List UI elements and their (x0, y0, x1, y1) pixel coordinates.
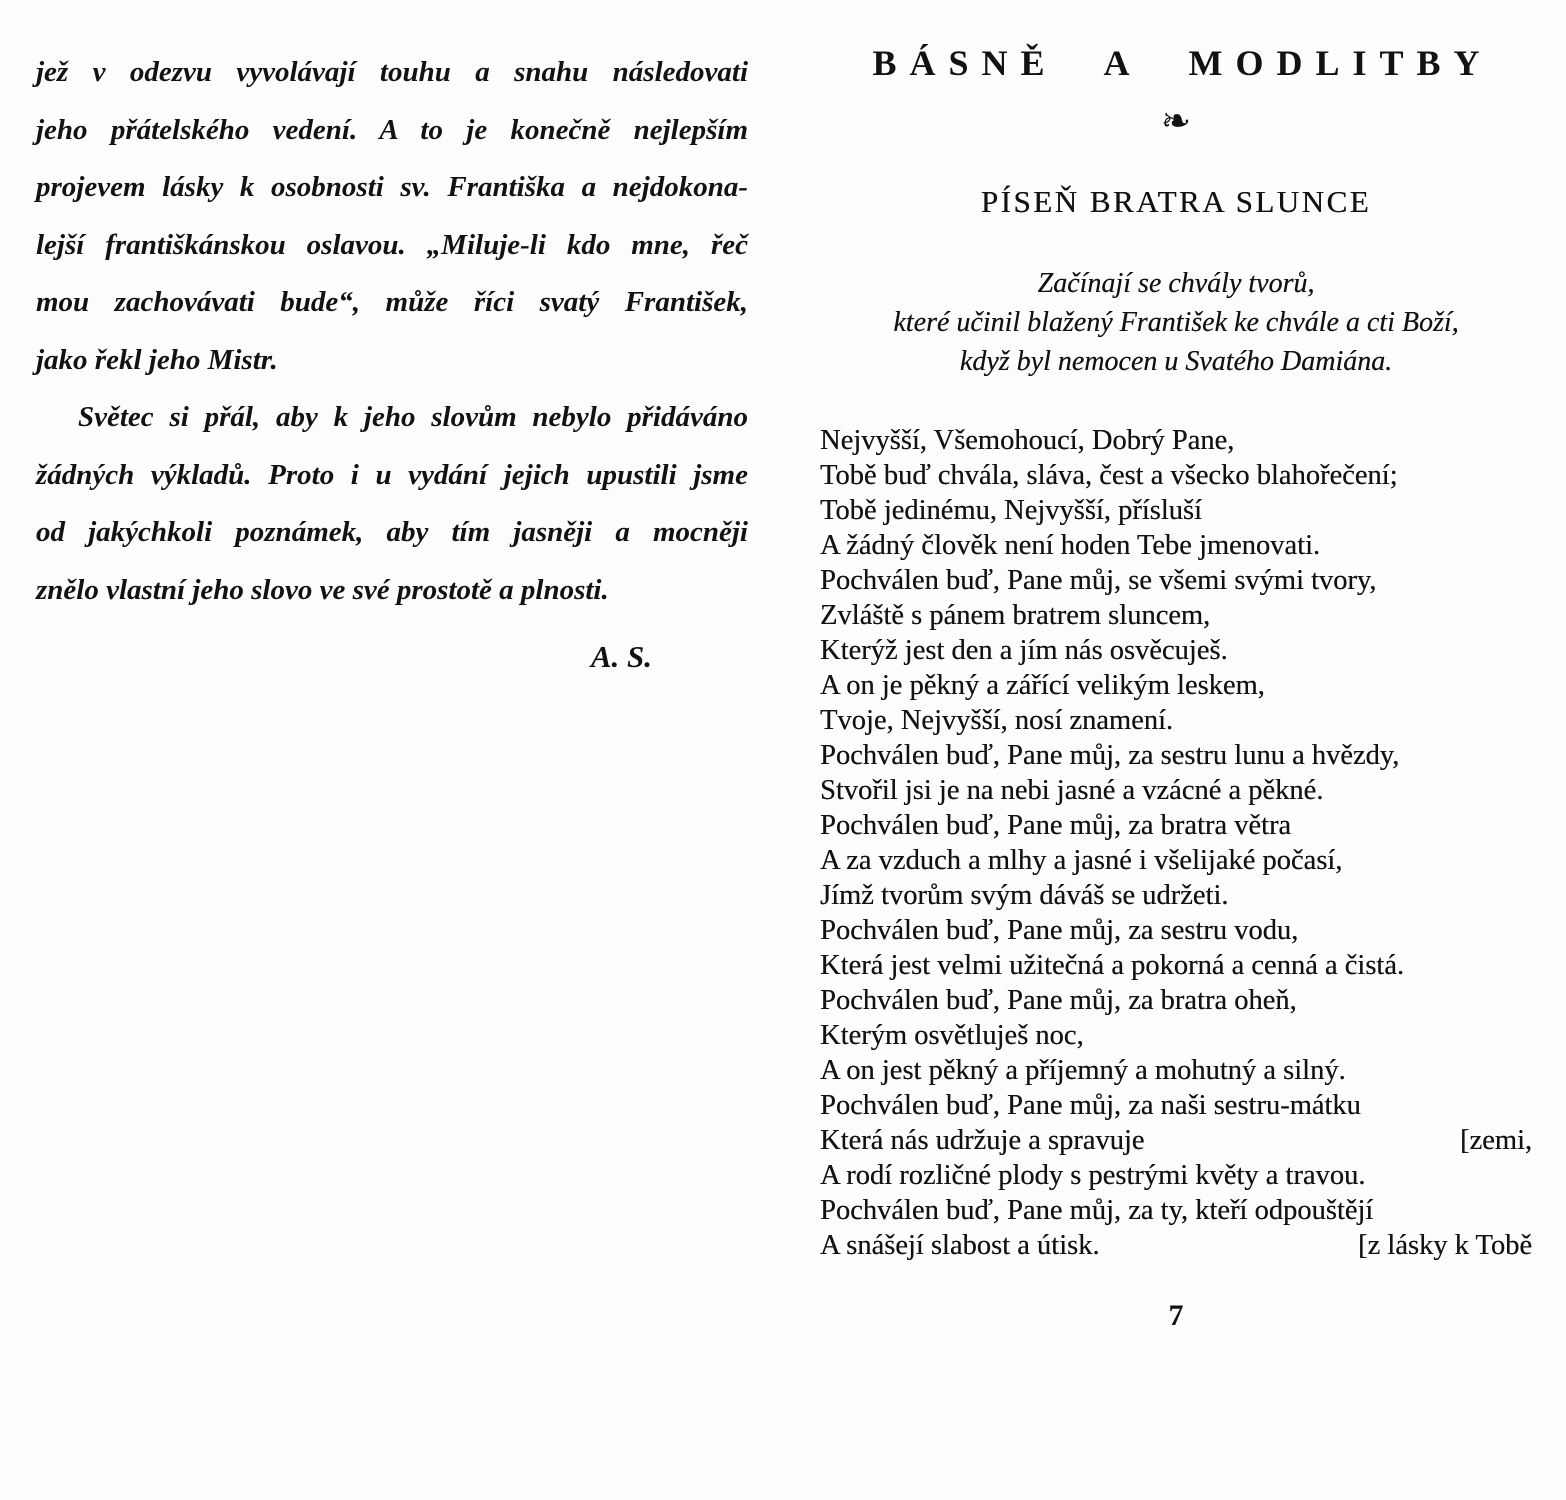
text-line: Pochválen buď, Pane můj, za sestru vodu, (820, 915, 1299, 946)
text-line: když byl nemocen u Svatého Damiána. (959, 346, 1393, 377)
text-line-turnover: [z lásky k Tobě (1358, 1230, 1532, 1261)
text-line: jako řekl jeho Mistr. (36, 343, 278, 376)
text-line: Kterým osvětluješ noc, (820, 1020, 1084, 1051)
text-line: Pochválen buď, Pane můj, za sestru lunu a hvězdy, (820, 740, 1400, 771)
poem-title: PÍSEŇ BRATRA SLUNCE (980, 184, 1372, 219)
right-page (820, 42, 1532, 1333)
text-line: Začínají se chvály tvorů, (1037, 268, 1315, 299)
text-line: Tobě buď chvála, sláva, čest a všecko blahořečení; (820, 460, 1398, 491)
text-line: A on je pěkný a zářící velikým leskem, (820, 670, 1265, 701)
fleuron-ornament-icon: ❧ (1160, 101, 1192, 141)
text-line: projevem lásky k osobnosti sv. Františka a nejdokona- (36, 171, 748, 203)
text-line: A rodí rozličné plody s pestrými květy a travou. (820, 1160, 1366, 1191)
text-line: žádných výkladů. Proto i u vydání jejich upustili jsme (36, 458, 748, 491)
text-line-turnover: [zemi, (1459, 1125, 1532, 1156)
text-line: Pochválen buď, Pane můj, za ty, kteří odpouštějí (820, 1195, 1374, 1226)
poem-introduction (820, 264, 1532, 381)
text-line: Pochválen buď, Pane můj, za bratra oheň, (820, 985, 1297, 1016)
text-line: Světec si přál, aby k jeho slovům nebylo přidáváno (78, 401, 748, 433)
text-line-main: Která nás udržuje a spravuje (820, 1125, 1145, 1156)
text-line: A on jest pěkný a příjemný a mohutný a silný. (820, 1055, 1346, 1086)
text-line: Stvořil jsi je na nebi jasné a vzácné a pěkné. (820, 775, 1324, 806)
text-line (820, 1228, 1532, 1263)
text-line: Zvláště s pánem bratrem sluncem, (820, 600, 1211, 631)
page-number: 7 (1168, 1299, 1184, 1332)
text-line: znělo vlastní jeho slovo ve své prostotě a plnosti. (36, 573, 609, 606)
text-line-main: A snášejí slabost a útisk. (820, 1230, 1100, 1261)
text-line: Tvoje, Nejvyšší, nosí znamení. (820, 705, 1174, 736)
text-line: jež v odezvu vyvolávají touhu a snahu následovati (36, 56, 748, 88)
text-line: Pochválen buď, Pane můj, za bratra větra (820, 810, 1292, 841)
text-line: Jímž tvorům svým dáváš se udržeti. (820, 880, 1229, 911)
preface-paragraph-1 (36, 44, 748, 389)
text-line: Která jest velmi užitečná a pokorná a cenná a čistá. (820, 950, 1404, 981)
section-title: BÁSNĚ A MODLITBY (872, 43, 1493, 83)
text-line: A žádný člověk není hoden Tebe jmenovati. (820, 530, 1321, 561)
preface-paragraph-2 (36, 389, 748, 619)
author-signature: A. S. (590, 639, 652, 674)
text-line: Pochválen buď, Pane můj, se všemi svými tvory, (820, 565, 1377, 596)
text-line: Nejvyšší, Všemohoucí, Dobrý Pane, (820, 425, 1235, 456)
text-line (820, 1123, 1532, 1158)
text-line: Kterýž jest den a jím nás osvěcuješ. (820, 635, 1228, 666)
text-line: které učinil blažený František ke chvále a cti Boží, (893, 307, 1459, 338)
text-line: od jakýchkoli poznámek, aby tím jasněji a mocněji (36, 516, 748, 548)
left-page (36, 44, 748, 675)
text-line: lejší františkánskou oslavou. „Miluje-li kdo mne, řeč (36, 228, 748, 261)
text-line: Tobě jedinému, Nejvyšší, přísluší (820, 495, 1202, 526)
text-line: mou zachovávati bude“, může říci svatý František, (36, 286, 748, 318)
poem-body (820, 423, 1532, 1263)
text-line: A za vzduch a mlhy a jasné i všelijaké počasí, (820, 845, 1343, 876)
text-line: jeho přátelského vedení. A to je konečně nejlepším (36, 113, 748, 146)
text-line: Pochválen buď, Pane můj, za naši sestru-mátku (820, 1090, 1361, 1121)
